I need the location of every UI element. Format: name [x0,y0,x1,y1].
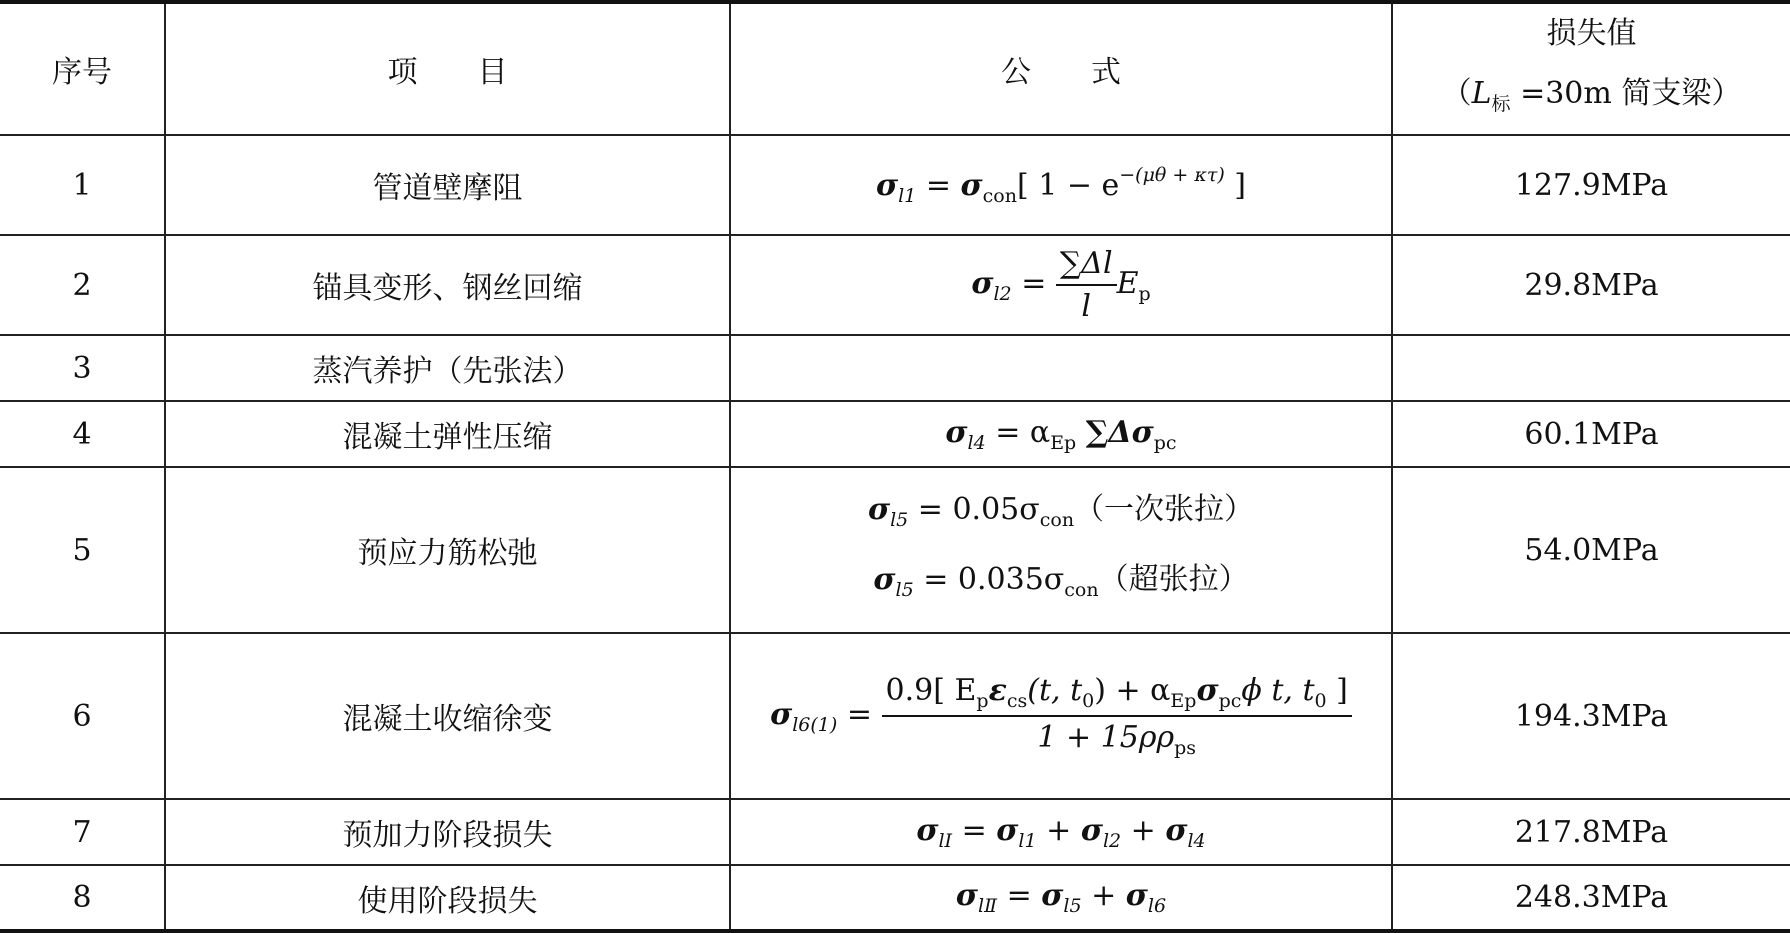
table-row [0,235,1790,335]
cell-item: 使用阶段损失 [165,865,730,931]
formula-relax-single: $\sigma_{l5} = 0.05\sigma_{con}$（一次张拉） [867,492,1255,531]
header-loss [1392,2,1790,135]
cell-no: 6 [0,633,165,799]
table-row [0,135,1790,235]
cell-item: 锚具变形、钢丝回缩 [165,235,730,335]
table-row [0,633,1790,799]
cell-formula [730,865,1392,931]
table-row [0,799,1790,865]
formula-stage2: $\sigma_{lⅡ} = \sigma_{l5} + \sigma_{l6}$ [955,878,1167,917]
header-item: 项 目 [165,2,730,135]
cell-item: 预加力阶段损失 [165,799,730,865]
header-loss-title: 损失值 [1546,16,1637,51]
cell-value: 194.3MPa [1392,633,1790,799]
cell-no: 8 [0,865,165,931]
header-loss-condition: （$L_标 =30m$ 简支梁） [1441,76,1742,115]
table-row [0,467,1790,633]
formula-relax-over: $\sigma_{l5} = 0.035\sigma_{con}$（超张拉） [873,562,1249,601]
header-formula: 公 式 [730,2,1392,135]
formula-friction: $\sigma_{l1} = \sigma_{con}$[ $1 - e^{-(\mu\theta + \kappa\tau)}$ ] [875,163,1247,207]
cell-no: 1 [0,135,165,235]
cell-value: 60.1MPa [1392,401,1790,467]
formula-elastic: $\sigma_{l4} = \alpha_{Ep}$ $\sum\Delta\sigma_{pc}$ [945,414,1177,454]
header-row [0,2,1790,135]
table-row [0,865,1790,931]
cell-formula [730,235,1392,335]
cell-formula [730,633,1392,799]
formula-stage1: $\sigma_{lⅠ} = \sigma_{l1} + \sigma_{l2} + \sigma_{l4}$ [916,812,1206,852]
cell-no: 7 [0,799,165,865]
cell-value: 29.8MPa [1392,235,1790,335]
cell-value: 248.3MPa [1392,865,1790,931]
cell-formula [730,401,1392,467]
cell-item: 蒸汽养护（先张法） [165,335,730,401]
table-row [0,335,1790,401]
cell-item: 混凝土弹性压缩 [165,401,730,467]
formula-anchorage: $\sigma_{l2}$ = $\frac{\sum\Delta l}{l}$ $E_p$ [971,246,1151,324]
cell-formula [730,135,1392,235]
cell-no: 4 [0,401,165,467]
header-no: 序号 [0,2,165,135]
table-row [0,401,1790,467]
cell-value: 127.9MPa [1392,135,1790,235]
cell-no: 2 [0,235,165,335]
cell-item: 管道壁摩阻 [165,135,730,235]
cell-item: 混凝土收缩徐变 [165,633,730,799]
cell-formula [730,799,1392,865]
cell-value: 54.0MPa [1392,467,1790,633]
formula-shrinkage: $\sigma_{l6(1)}$ = $\frac{0.9[ E_p\varepsilon_{cs}(t, t_0) + \alpha_{Ep}\sigma_{pc}\phi t, t_0 ]}{1 + 15\rho\rho_{ps}}$ [770,697,1352,732]
cell-item: 预应力筋松弛 [165,467,730,633]
cell-formula [730,467,1392,633]
cell-no: 5 [0,467,165,633]
cell-no: 3 [0,335,165,401]
cell-formula [730,335,1392,401]
cell-value [1392,335,1790,401]
cell-value: 217.8MPa [1392,799,1790,865]
